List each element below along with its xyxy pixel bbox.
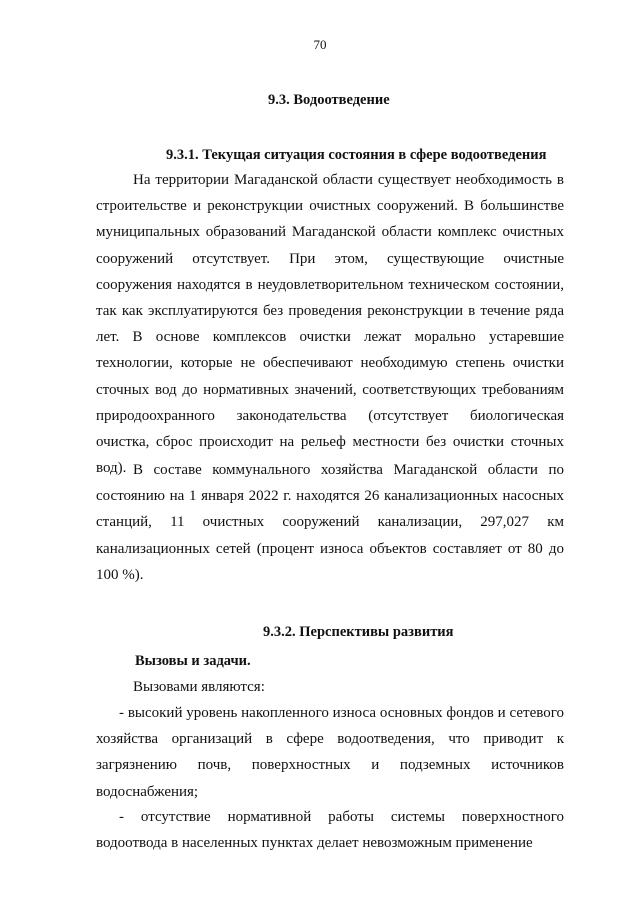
- list-item-drainage: - отсутствие нормативной работы системы поверхностного водоотвода в населенных пунктах делает невозможным применение: [96, 809, 564, 852]
- section-heading: 9.3. Водоотведение: [268, 92, 390, 108]
- challenges-heading: Вызовы и задачи.: [135, 653, 251, 669]
- paragraph-utilities-composition: В составе коммунального хозяйства Магаданской области по состоянию на 1 января 2022 г. находятся 26 канализационных насосных станций, 11 очистных сооружений канализации, 297,027 км канализационных сетей (процент износа объектов составляет от 80 до 100 %).: [96, 462, 564, 583]
- challenges-intro: Вызовами являются:: [133, 679, 265, 695]
- page-number: 70: [313, 37, 327, 52]
- list-item-wear: - высокий уровень накопленного износа основных фондов и сетевого хозяйства организаций в сфере водоотведения, что приводит к загрязнению почв, поверхностных и подземных источников водоснабжения;: [96, 705, 564, 800]
- subsection-heading-prospects: 9.3.2. Перспективы развития: [263, 624, 454, 640]
- subsection-heading-current-situation: 9.3.1. Текущая ситуация состояния в сфере водоотведения: [166, 147, 547, 163]
- paragraph-current-situation: На территории Магаданской области существует необходимость в строительстве и реконструкции очистных сооружений. В большинстве муниципальных образований Магаданской области комплекс очистных сооружений отсутствует. При этом, существующие очистные сооружения находятся в неудовлетворительном техническом состоянии, так как эксплуатируются без проведения реконструкции в течение ряда лет. В основе комплексов очистки лежат морально устаревшие технологии, которые не обеспечивают необходимую степень очистки сточных вод до нормативных значений, соответствующих требованиям природоохранного законодательства (отсутствует биологическая очистка, сброс происходит на рельеф местности без очистки сточных вод).: [96, 172, 564, 477]
